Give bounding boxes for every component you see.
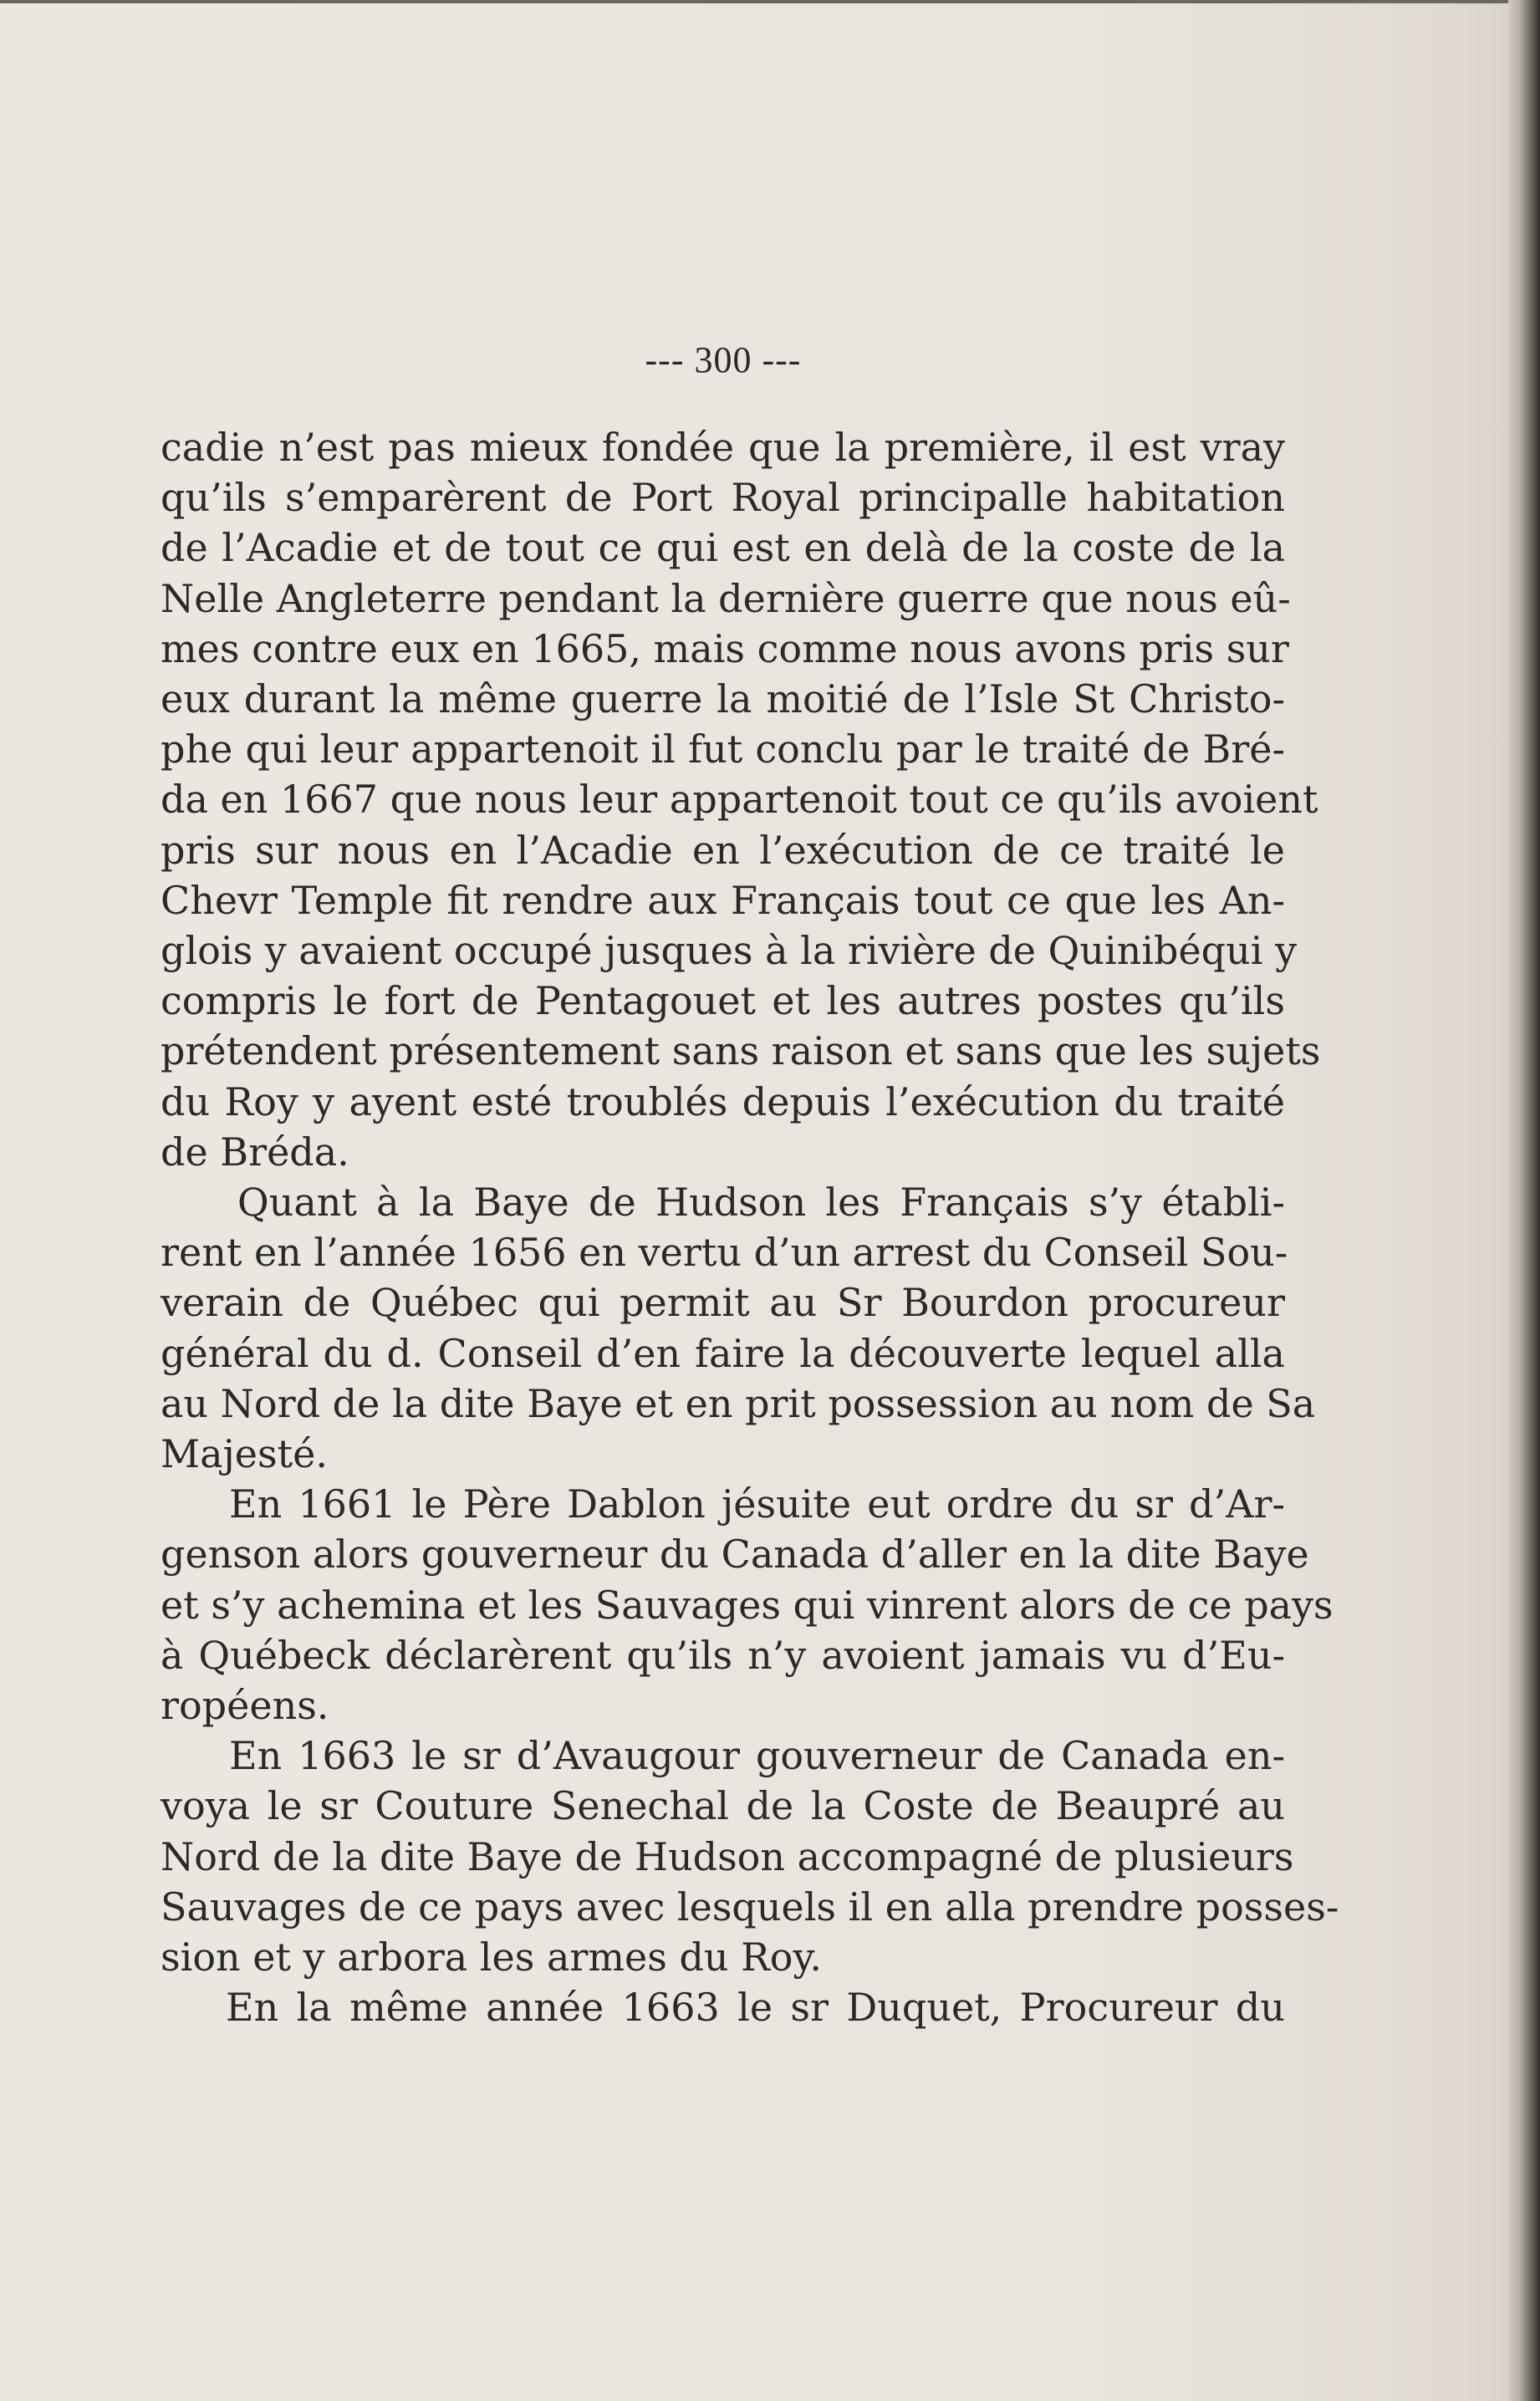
text-line: du Roy y ayent esté troublés depuis l’exécution du traité [161,1078,1285,1124]
text-line: da en 1667 que nous leur appartenoit tout ce qu’ils avoient [161,777,1318,823]
page-number: --- 300 --- [645,339,802,380]
text-line: Sauvages de ce pays avec lesquels il en alla prendre posses- [161,1884,1339,1929]
paragraph-2 [161,1177,1316,1479]
text-line: compris le fort de Pentagouet et les autres postes qu’ils [161,978,1285,1024]
text-line: et s’y achemina et les Sauvages qui vinrent alors de ce pays [161,1582,1333,1628]
page-top-edge [0,0,1540,3]
text-line: eux durant la même guerre la moitié de l’Isle St Christo- [161,676,1285,722]
text-line: pris sur nous en l’Acadie en l’exécution de ce traité le [161,827,1285,873]
text-line: prétendent présentement sans raison et sans que les sujets [161,1028,1321,1074]
text-line: de l’Acadie et de tout ce qui est en delà de la coste de la [161,525,1285,571]
paragraph-1 [161,422,1321,1177]
page-binding-shadow [1508,0,1540,2401]
body-text [161,422,1339,2033]
paragraph-5 [161,1982,1285,2032]
text-line: qu’ils s’emparèrent de Port Royal principalle habitation [161,475,1285,521]
text-line: voya le sr Couture Senechal de la Coste de Beaupré au [161,1783,1285,1829]
text-line: phe qui leur appartenoit il fut conclu par le traité de Bré- [161,726,1285,772]
text-line: genson alors gouverneur du Canada d’aller en la dite Baye [161,1532,1309,1578]
paragraph-4 [161,1731,1339,1982]
text-line: En 1661 le Père Dablon jésuite eut ordre du sr d’Ar- [229,1481,1285,1527]
paragraph-3 [161,1479,1333,1731]
text-line: ropéens. [161,1683,329,1729]
text-line: glois y avaient occupé jusques à la rivière de Quinibéqui y [161,928,1298,974]
text-line: au Nord de la dite Baye et en prit possession au nom de Sa [161,1380,1316,1426]
text-line: Nelle Angleterre pendant la dernière guerre que nous eû- [161,575,1291,621]
text-line: Majesté. [161,1431,328,1477]
text-line: rent en l’année 1656 en vertu d’un arrest du Conseil Sou- [161,1230,1288,1276]
text-line: Quant à la Baye de Hudson les Français s’y établi- [237,1180,1285,1226]
text-line: de Bréda. [161,1129,349,1175]
text-line: Nord de la dite Baye de Hudson accompagné de plusieurs [161,1833,1294,1879]
text-line: à Québeck déclarèrent qu’ils n’y avoient jamais vu d’Eu- [161,1632,1285,1678]
text-line: En 1663 le sr d’Avaugour gouverneur de Canada en- [229,1733,1285,1779]
text-line: mes contre eux en 1665, mais comme nous avons pris sur [161,625,1289,671]
text-line: sion et y arbora les armes du Roy. [161,1935,822,1980]
text-line: cadie n’est pas mieux fondée que la première, il est vray [161,425,1285,470]
text-line: Chevr Temple fit rendre aux Français tout ce que les An- [161,877,1285,923]
text-line: général du d. Conseil d’en faire la découverte lequel alla [161,1330,1285,1376]
text-line: En la même année 1663 le sr Duquet, Procureur du [226,1985,1285,2031]
text-line: verain de Québec qui permit au Sr Bourdon procureur [161,1280,1285,1326]
